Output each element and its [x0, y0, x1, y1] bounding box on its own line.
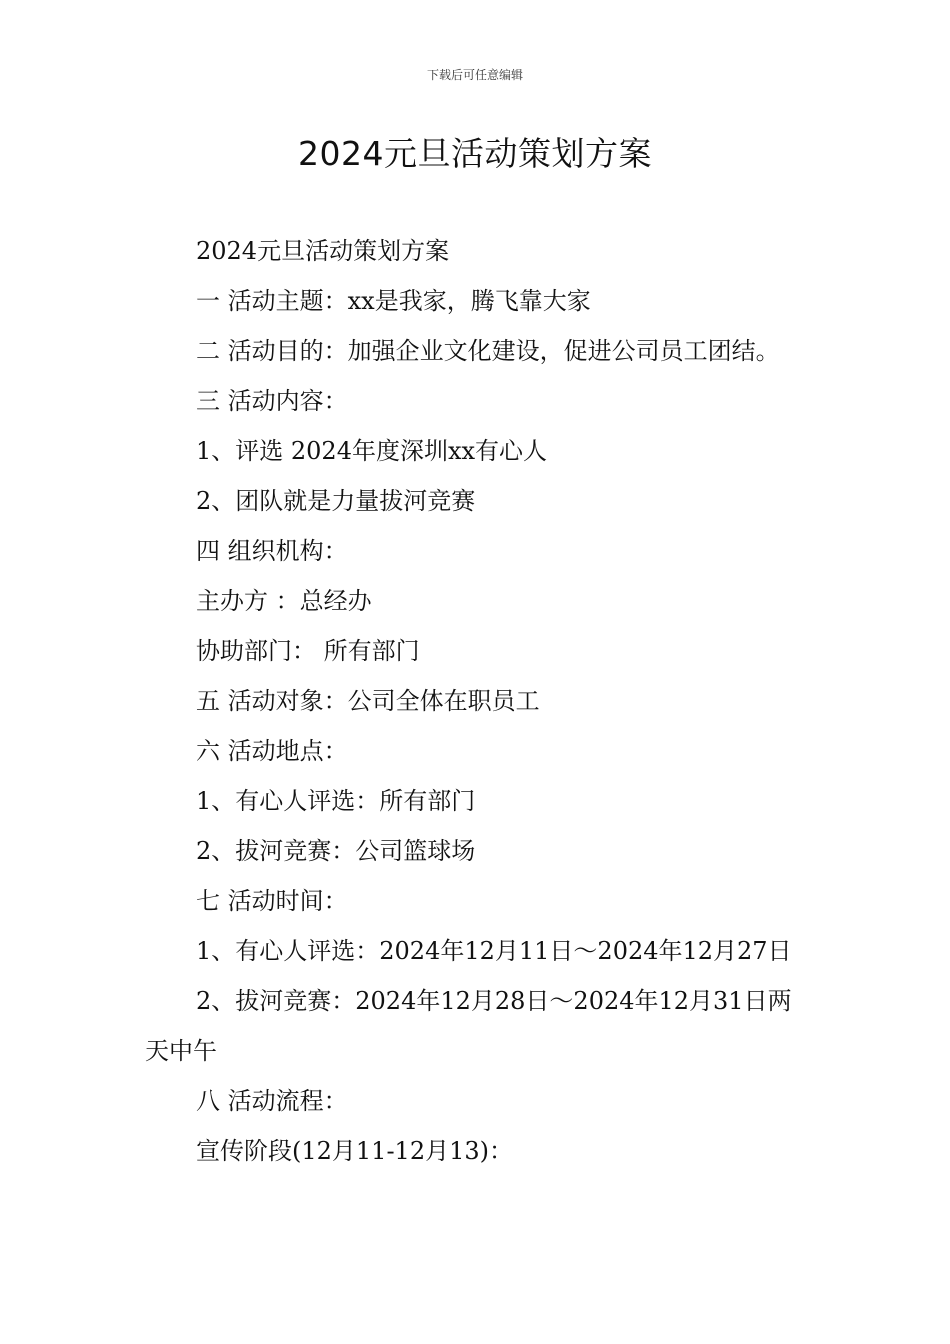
- paragraph-process-heading: 八 活动流程：: [196, 1087, 348, 1115]
- paragraph-content-heading: 三 活动内容：: [196, 387, 348, 415]
- header-note: 下载后可任意编辑: [426, 68, 523, 82]
- paragraph-location-item-1: 1、有心人评选：所有部门: [196, 787, 476, 815]
- paragraph-time-heading: 七 活动时间：: [196, 887, 348, 915]
- paragraph-subtitle: 2024元旦活动策划方案: [196, 237, 450, 265]
- paragraph-organization-heading: 四 组织机构：: [196, 537, 348, 565]
- paragraph-location-item-2: 2、拔河竞赛：公司篮球场: [196, 837, 476, 865]
- paragraph-promotion-stage: 宣传阶段(12月11-12月13)：: [196, 1137, 513, 1165]
- document-title: 2024元旦活动策划方案: [298, 134, 652, 173]
- paragraph-assisting-departments: 协助部门： 所有部门: [196, 637, 420, 665]
- document-body: [145, 226, 810, 1176]
- paragraph-content-item-1: 1、评选 2024年度深圳xx有心人: [196, 437, 548, 465]
- paragraph-theme: 一 活动主题：xx是我家，腾飞靠大家: [196, 287, 591, 315]
- paragraph-time-item-1: 1、有心人评选：2024年12月11日～2024年12月27日: [196, 937, 792, 965]
- paragraph-time-item-2: 2、拔河竞赛：2024年12月28日～2024年12月31日两天中午: [145, 987, 792, 1065]
- paragraph-location-heading: 六 活动地点：: [196, 737, 348, 765]
- paragraph-content-item-2: 2、团队就是力量拔河竞赛: [196, 487, 476, 515]
- paragraph-participants: 五 活动对象：公司全体在职员工: [196, 687, 540, 715]
- paragraph-organizer: 主办方 ：总经办: [196, 587, 372, 615]
- paragraph-purpose: 二 活动目的：加强企业文化建设，促进公司员工团结。: [196, 337, 780, 365]
